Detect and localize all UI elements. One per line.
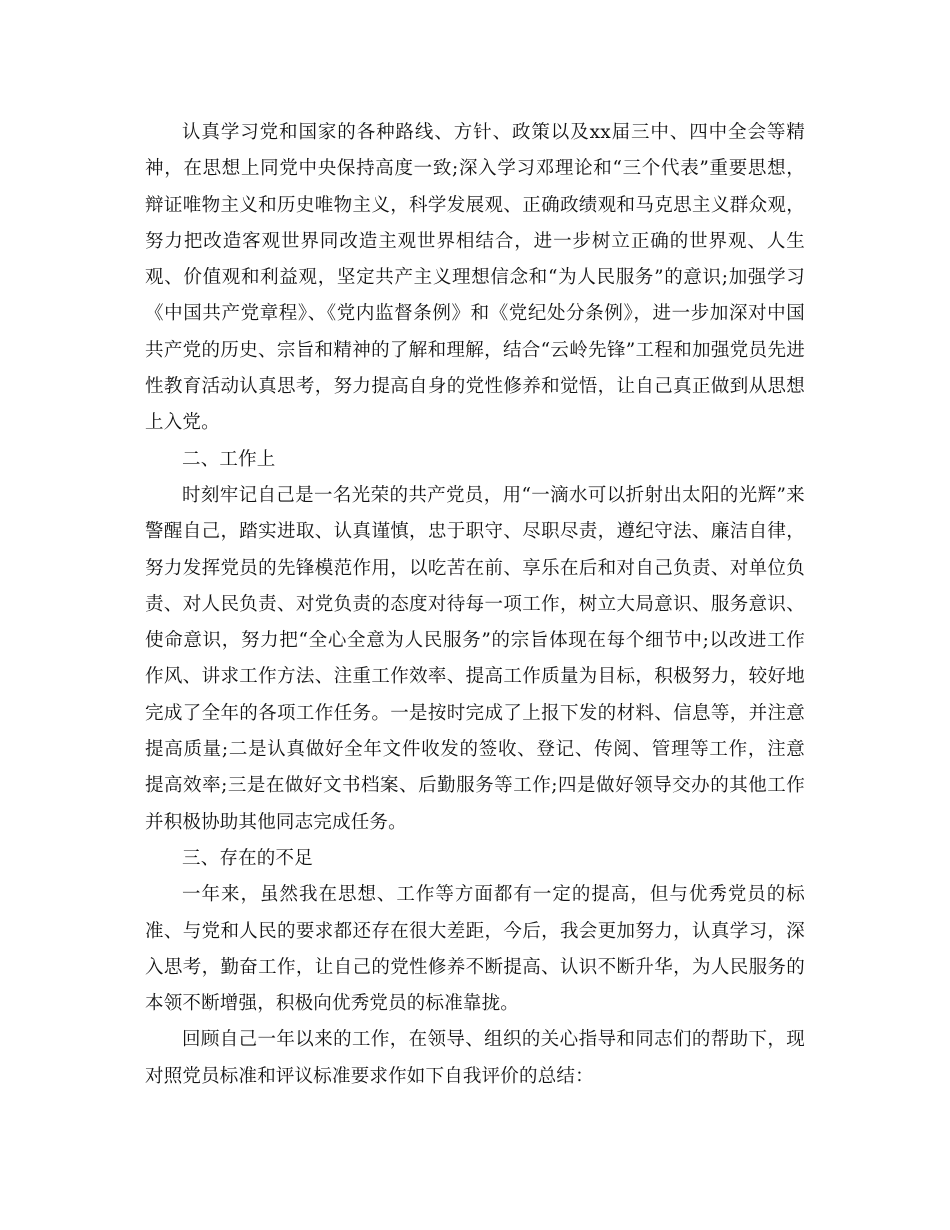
paragraph-work: 时刻牢记自己是一名光荣的共产党员，用“一滴水可以折射出太阳的光辉”来警醒自己，踏实进取、认真谨慎，忠于职守、尽职尽责，遵纪守法、廉洁自律，努力发挥党员的先锋模范作用，以吃苦在前、享乐在后和对自己负责、对单位负责、对人民负责、对党负责的态度对待每一项工作，树立大局意识、服务意识、使命意识，努力把“全心全意为人民服务”的宗旨体现在每个细节中;以改进工作作风、讲求工作方法、注重工作效率、提高工作质量为目标，积极努力，较好地完成了全年的各项工作任务。一是按时完成了上报下发的材料、信息等，并注意提高质量;二是认真做好全年文件收发的签收、登记、传阅、管理等工作，注意提高效率;三是在做好文书档案、后勤服务等工作;四是做好领导交办的其他工作并积极协助其他同志完成任务。 — [145, 484, 805, 833]
paragraph-study: 认真学习党和国家的各种路线、方针、政策以及xx届三中、四中全会等精神，在思想上同党中央保持高度一致;深入学习邓理论和“三个代表”重要思想，辩证唯物主义和历史唯物主义，科学发展观、正确政绩观和马克思主义群众观，努力把改造客观世界同改造主观世界相结合，进一步树立正确的世界观、人生观、价值观和利益观，坚定共产主义理想信念和“为人民服务”的意识;加强学习《中国共产党章程》、《党内监督条例》和《党纪处分条例》，进一步加深对中国共产党的历史、宗旨和精神的了解和理解，结合“云岭先锋”工程和加强党员先进性教育活动认真思考，努力提高自身的党性修养和觉悟，让自己真正做到从思想上入党。 — [145, 122, 805, 434]
document-body — [145, 115, 805, 1095]
section-heading-work: 二、工作上 — [182, 448, 276, 470]
section-heading-shortcomings: 三、存在的不足 — [182, 847, 313, 869]
paragraph-review: 回顾自己一年以来的工作，在领导、组织的关心指导和同志们的帮助下，现对照党员标准和评议标准要求作如下自我评价的总结： — [145, 1029, 805, 1087]
paragraph-shortcomings: 一年来，虽然我在思想、工作等方面都有一定的提高，但与优秀党员的标准、与党和人民的要求都还存在很大差距，今后，我会更加努力，认真学习，深入思考，勤奋工作，让自己的党性修养不断提高、认识不断升华，为人民服务的本领不断增强，积极向优秀党员的标准靠拢。 — [145, 884, 805, 1015]
